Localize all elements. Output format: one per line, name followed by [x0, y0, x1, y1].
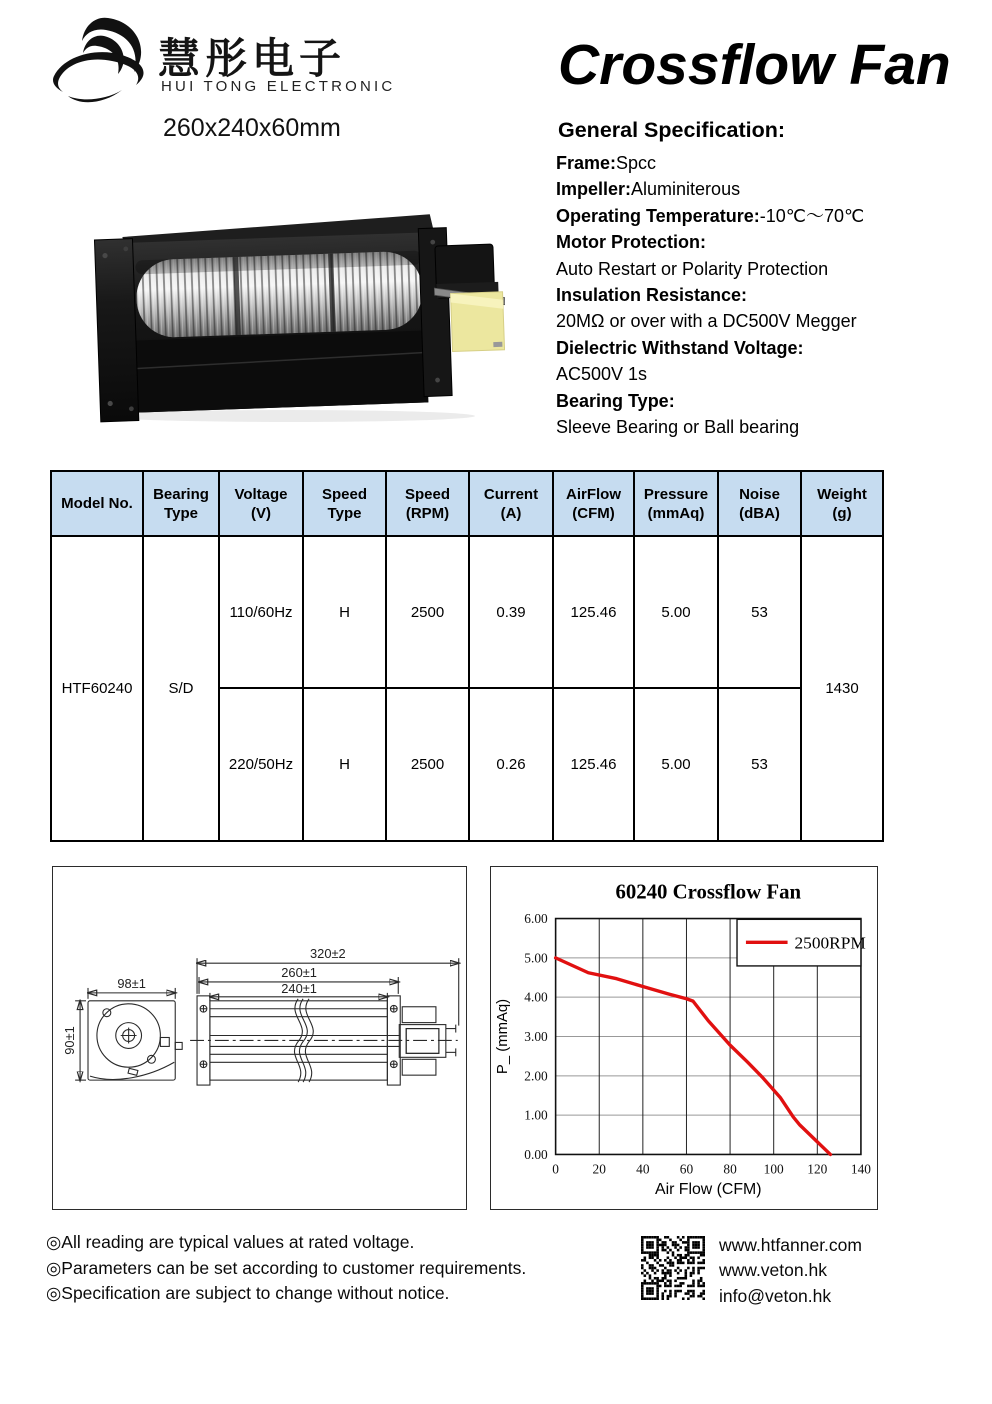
product-size-label: 260x240x60mm [163, 114, 341, 142]
cell-current-1: 0.39 [469, 536, 553, 688]
spec-line-dielectric: Dielectric Withstand Voltage: [556, 337, 804, 358]
spec-line-insulation: Insulation Resistance: [556, 285, 748, 306]
dim-impeller-label: 240±1 [281, 980, 317, 996]
note-line: ◎Parameters can be set according to customer requirements. [46, 1257, 527, 1278]
cell-voltage-1: 110/60Hz [219, 536, 303, 688]
footer-notes [46, 1230, 526, 1307]
spec-line-motor-protection: Motor Protection: [556, 232, 706, 253]
cell-speed-type-2: H [303, 688, 386, 841]
cell-speed-type-1: H [303, 536, 386, 688]
doc-title: Crossflow Fan [558, 33, 951, 97]
performance-chart [491, 867, 874, 1206]
spec-table [50, 470, 884, 842]
cell-current-2: 0.26 [469, 688, 553, 841]
col-header-current: Current (A) [469, 471, 553, 536]
cell-rpm-1: 2500 [386, 536, 469, 688]
general-spec-section [556, 118, 992, 440]
col-header-speed-rpm: Speed (RPM) [386, 471, 469, 536]
spec-line-bearing: Bearing Type: [556, 390, 675, 411]
dim-height-label: 90±1 [62, 1026, 78, 1055]
svg-text:40: 40 [636, 1161, 650, 1177]
col-header-weight: Weight (g) [801, 471, 883, 536]
cell-rpm-2: 2500 [386, 688, 469, 841]
chart-x-axis-label: Air Flow (CFM) [655, 1181, 762, 1199]
chart-plot-area [524, 911, 871, 1176]
performance-chart-panel [490, 866, 878, 1210]
svg-text:80: 80 [723, 1161, 737, 1177]
note-line: ◎All reading are typical values at rated voltage. [46, 1232, 415, 1252]
dim-overall-label: 320±2 [310, 946, 346, 962]
spec-line-frame: Frame:Spcc [556, 153, 657, 173]
svg-text:120: 120 [807, 1161, 828, 1177]
svg-text:3.00: 3.00 [524, 1028, 548, 1044]
table-header-row [51, 471, 883, 536]
chart-title: 60240 Crossflow Fan [615, 879, 802, 904]
footer-links [719, 1233, 862, 1309]
cell-bearing: S/D [143, 536, 219, 841]
company-name-cn: 慧彤电子 [158, 35, 347, 82]
cell-noise-2: 53 [718, 688, 801, 841]
cell-airflow-1: 125.46 [553, 536, 634, 688]
cell-voltage-2: 220/50Hz [219, 688, 303, 841]
spec-line-insulation-value: 20MΩ or over with a DC500V Megger [556, 311, 857, 332]
company-logo-swoosh-icon [48, 12, 160, 108]
svg-text:2.00: 2.00 [524, 1068, 548, 1084]
cell-noise-1: 53 [718, 536, 801, 688]
website-link: www.htfanner.com [719, 1235, 862, 1255]
spec-line-dielectric-value: AC500V 1s [556, 364, 648, 385]
col-header-noise: Noise (dBA) [718, 471, 801, 536]
qr-code [641, 1236, 705, 1300]
svg-text:2500RPM: 2500RPM [794, 933, 866, 953]
cell-weight: 1430 [801, 536, 883, 841]
col-header-speed-type: Speed Type [303, 471, 386, 536]
dimension-drawing [53, 867, 463, 1206]
cell-airflow-2: 125.46 [553, 688, 634, 841]
spec-line-motor-protection-value: Auto Restart or Polarity Protection [556, 258, 829, 279]
col-header-bearing: Bearing Type [143, 471, 219, 536]
spec-line-impeller: Impeller:Aluminiterous [556, 179, 741, 200]
col-header-airflow: AirFlow (CFM) [553, 471, 634, 536]
svg-text:140: 140 [850, 1161, 871, 1177]
general-spec-heading: General Specification: [558, 118, 786, 142]
svg-text:0.00: 0.00 [524, 1146, 548, 1162]
svg-text:100: 100 [763, 1161, 784, 1177]
col-header-model: Model No. [51, 471, 143, 536]
note-line: ◎Specification are subject to change without notice. [46, 1283, 450, 1304]
dim-frame-label: 260±1 [281, 965, 317, 981]
svg-text:5.00: 5.00 [524, 950, 548, 966]
doc-title-clip [558, 32, 978, 106]
svg-text:6.00: 6.00 [524, 911, 548, 927]
svg-text:4.00: 4.00 [524, 989, 548, 1005]
website-link: www.veton.hk [719, 1260, 827, 1281]
svg-text:1.00: 1.00 [524, 1107, 548, 1123]
cell-pressure-2: 5.00 [634, 688, 718, 841]
dimension-drawing-panel [52, 866, 467, 1210]
product-photo [85, 193, 505, 425]
chart-y-axis-label: P_ (mmAq) [495, 998, 512, 1075]
cell-model: HTF60240 [51, 536, 143, 841]
table-row-110v [51, 536, 883, 688]
spec-line-operating-temp: Operating Temperature:-10℃～70℃ [556, 205, 865, 226]
svg-text:20: 20 [592, 1161, 606, 1177]
col-header-voltage: Voltage (V) [219, 471, 303, 536]
svg-text:0: 0 [552, 1161, 559, 1177]
cell-pressure-1: 5.00 [634, 536, 718, 688]
company-name-en: HUI TONG ELECTRONIC [161, 78, 396, 95]
svg-text:60: 60 [679, 1161, 694, 1177]
email-link: info@veton.hk [719, 1285, 832, 1306]
col-header-pressure: Pressure (mmAq) [634, 471, 718, 536]
dim-width-label: 98±1 [117, 975, 146, 991]
spec-line-bearing-value: Sleeve Bearing or Ball bearing [556, 417, 800, 438]
